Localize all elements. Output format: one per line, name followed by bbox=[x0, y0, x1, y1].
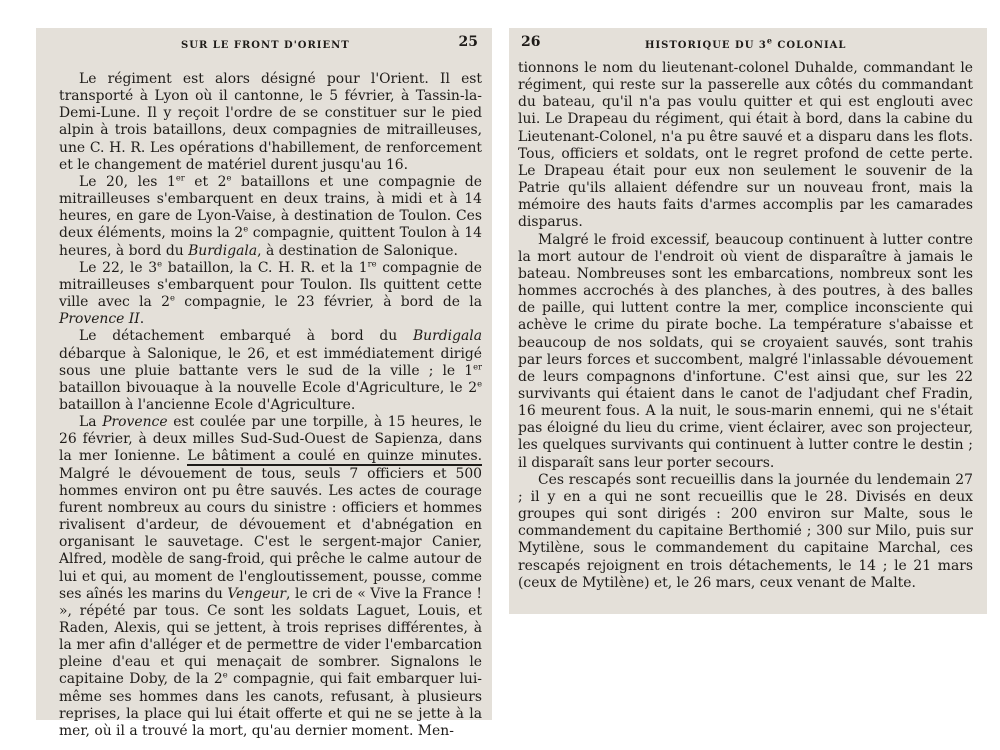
superscript: er bbox=[473, 361, 482, 372]
text-run: compagnie, le 23 février, à bord de la bbox=[174, 294, 482, 311]
text-run: bataillon bivouaque à la nouvelle Ecole d'Agriculture, le 2 bbox=[59, 379, 478, 396]
superscript: e bbox=[222, 669, 228, 680]
left-running-head bbox=[59, 28, 482, 58]
left-page bbox=[36, 28, 492, 739]
superscript: e bbox=[226, 172, 232, 183]
right-running-title bbox=[645, 35, 847, 51]
left-running-title: SUR LE FRONT D'ORIENT bbox=[181, 40, 350, 51]
ship-name: Burdigala bbox=[412, 328, 482, 345]
ship-name: Vengeur bbox=[227, 585, 287, 602]
left-body-text bbox=[59, 71, 482, 740]
paragraph bbox=[59, 260, 482, 329]
right-page bbox=[509, 28, 987, 614]
text-run: compagnie, qui fait embarquer lui-même ses hommes dans les canots, refusant, à plusieurs reprises, la place qui lui était offerte et qui ne se jette à la mer, où il a trouvé la mort, qu'au dernier moment. Men- bbox=[59, 671, 482, 739]
text-run: bataillons et une compagnie de mitrailleuses s'embarquent en deux trains, à midi et à 14 heures, en gare de Lyon-Vaise, à destination de Toulon. Ces deux éléments, moins la 2 bbox=[59, 173, 482, 242]
text-run: Le régiment est alors désigné pour l'Orient. Il est transporté à Lyon où il cantonne, le 5 février, à Tassin-la-Demi-Lune. Il y reçoit l'ordre de se constituer sur le pied alpin à trois bataillons, deux compagnies de mitrailleuses, une C. H. R. Les opérations d'habillement, de renforcement et le changement de matériel durent jusqu'au 16. bbox=[59, 71, 482, 173]
ship-name: Provence II bbox=[59, 311, 140, 328]
text-run: HISTORIQUE DU 3 bbox=[645, 40, 767, 51]
paragraph bbox=[59, 174, 482, 260]
text-run: Le 20, les 1 bbox=[79, 173, 176, 190]
right-body-text bbox=[518, 60, 973, 592]
superscript: e bbox=[477, 378, 482, 389]
text-run: Le 22, le 3 bbox=[79, 259, 158, 276]
text-run: Le détachement embarqué à bord du bbox=[79, 328, 413, 345]
paragraph bbox=[518, 60, 973, 232]
superscript: e bbox=[766, 35, 773, 46]
text-run: Ces rescapés sont recueillis dans la journée du lendemain 27 ; il y en a qui ne sont recueillis que le 28. Divisés en deux groupes qui sont dirigés : 200 environ sur Malte, sous le commandement du capitaine Berthomié ; 300 sur Milo, puis sur Mytilène, sous le commandement du capitaine Marchal, ces rescapés rejoignent en trois détachements, le 14 ; le 21 mars (ceux de Mytilène) et, le 26 mars, ceux venant de Malte. bbox=[518, 471, 973, 591]
text-run: COLONIAL bbox=[772, 40, 847, 51]
superscript: e bbox=[169, 292, 175, 303]
paragraph bbox=[59, 71, 482, 174]
right-page-number: 26 bbox=[521, 34, 541, 50]
superscript: re bbox=[367, 258, 377, 269]
text-run: compagnie de mitrailleuses s'embarquent pour Toulon. Ils quittent cette ville avec la 2 bbox=[59, 259, 482, 311]
text-run: Malgré le dévouement de tous, seuls 7 officiers et 500 hommes environ ont pu être sauvés. Les actes de courage furent nombreux au cours du sinistre : officiers et hommes rivalisent d'ardeur, de dévouement et d'abnégation en organisant le sauvetage. C'est le sergent-major Canier, Alfred, modèle de sang-froid, qui prêche le calme autour de lui et qui, au moment de l'engloutissement, pousse, comme ses aînés les marins du bbox=[59, 465, 482, 602]
right-running-head bbox=[518, 28, 973, 58]
text-run: compagnie, quittent Toulon à 14 heures, à bord du bbox=[59, 225, 483, 259]
text-run: La bbox=[79, 414, 103, 431]
text-run: , à destination de Salonique. bbox=[257, 242, 458, 259]
left-page-number: 25 bbox=[458, 34, 478, 50]
paragraph bbox=[518, 232, 973, 472]
paragraph bbox=[59, 328, 482, 414]
text-run: , le cri de « Vive la France ! », répété par tous. Ce sont les soldats Laguet, Louis, et Raden, Alexis, qui se jettent, à trois reprises différentes, à la mer afin d'alléger et de permettre de vider l'embarcation pleine d'eau et qui menaçait de sombrer. Signalons le capitaine Doby, de la 2 bbox=[59, 585, 482, 688]
ship-name: Burdigala bbox=[188, 242, 258, 259]
paragraph bbox=[59, 414, 482, 740]
paragraph bbox=[518, 472, 973, 592]
superscript: e bbox=[243, 223, 249, 234]
text-run: Malgré le froid excessif, beaucoup continuent à lutter contre la mort autour de l'endroit où vient de disparaître à jamais le bateau. Nombreuses sont les embarcations, nombreux sont les hommes accrochés à des planches, à des poutres, à des balles de paille, qui luttent contre la mer, complice inconsciente qui achève le crime du pirate boche. La température s'abaisse et beaucoup de nos soldats, qui se croyaient sauvés, sont trahis par leurs forces et succombent, malgré l'inlassable dévouement de leurs compagnons d'infortune. C'est ainsi que, sur les 22 survivants qui étaient dans le canot de l'adjudant chef Fradin, 16 meurent fous. A la nuit, le sous-marin ennemi, qui ne s'était pas éloigné du lieu du crime, vient éclairer, avec son projecteur, les quelques survivants qui continuent à lutter contre le destin ; il disparaît sans leur porter secours. bbox=[518, 231, 973, 471]
text-run: tionnons le nom du lieutenant-colonel Duhalde, commandant le régiment, qui reste sur la passerelle aux côtés du commandant du bateau, qu'il n'a pas voulu quitter et qui est englouti avec lui. Le Drapeau du régiment, qui était à bord, dans la cabine du Lieutenant-Colonel, n'a pu être sauvé et a disparu dans les flots. Tous, officiers et soldats, ont le regret profond de cette perte. Le Drapeau était pour eux non seulement le souvenir de la Patrie qu'ils allaient défendre sur un nouveau front, mais la mémoire des hauts faits d'armes accomplis par les camarades disparus. bbox=[518, 60, 973, 231]
text-run: bataillon à l'ancienne Ecole d'Agriculture. bbox=[59, 396, 356, 413]
underlined-sentence: Le bâtiment a coulé en quinze minutes. bbox=[187, 448, 482, 465]
text-run: bataillon, la C. H. R. et la 1 bbox=[162, 259, 368, 276]
text-run: et 2 bbox=[184, 173, 227, 190]
text-run: est coulée par une torpille, à 15 heures, le 26 février, à deux milles Sud-Sud-Ouest de Sapienza, dans la mer Ionienne. bbox=[59, 414, 483, 465]
superscript: e bbox=[157, 258, 163, 269]
text-run: . bbox=[139, 311, 145, 328]
ship-name: Provence bbox=[102, 414, 168, 431]
superscript: er bbox=[175, 172, 185, 183]
text-run: débarque à Salonique, le 26, et est immédiatement dirigé sous une pluie battante vers le sud de la ville ; le 1 bbox=[59, 345, 482, 379]
